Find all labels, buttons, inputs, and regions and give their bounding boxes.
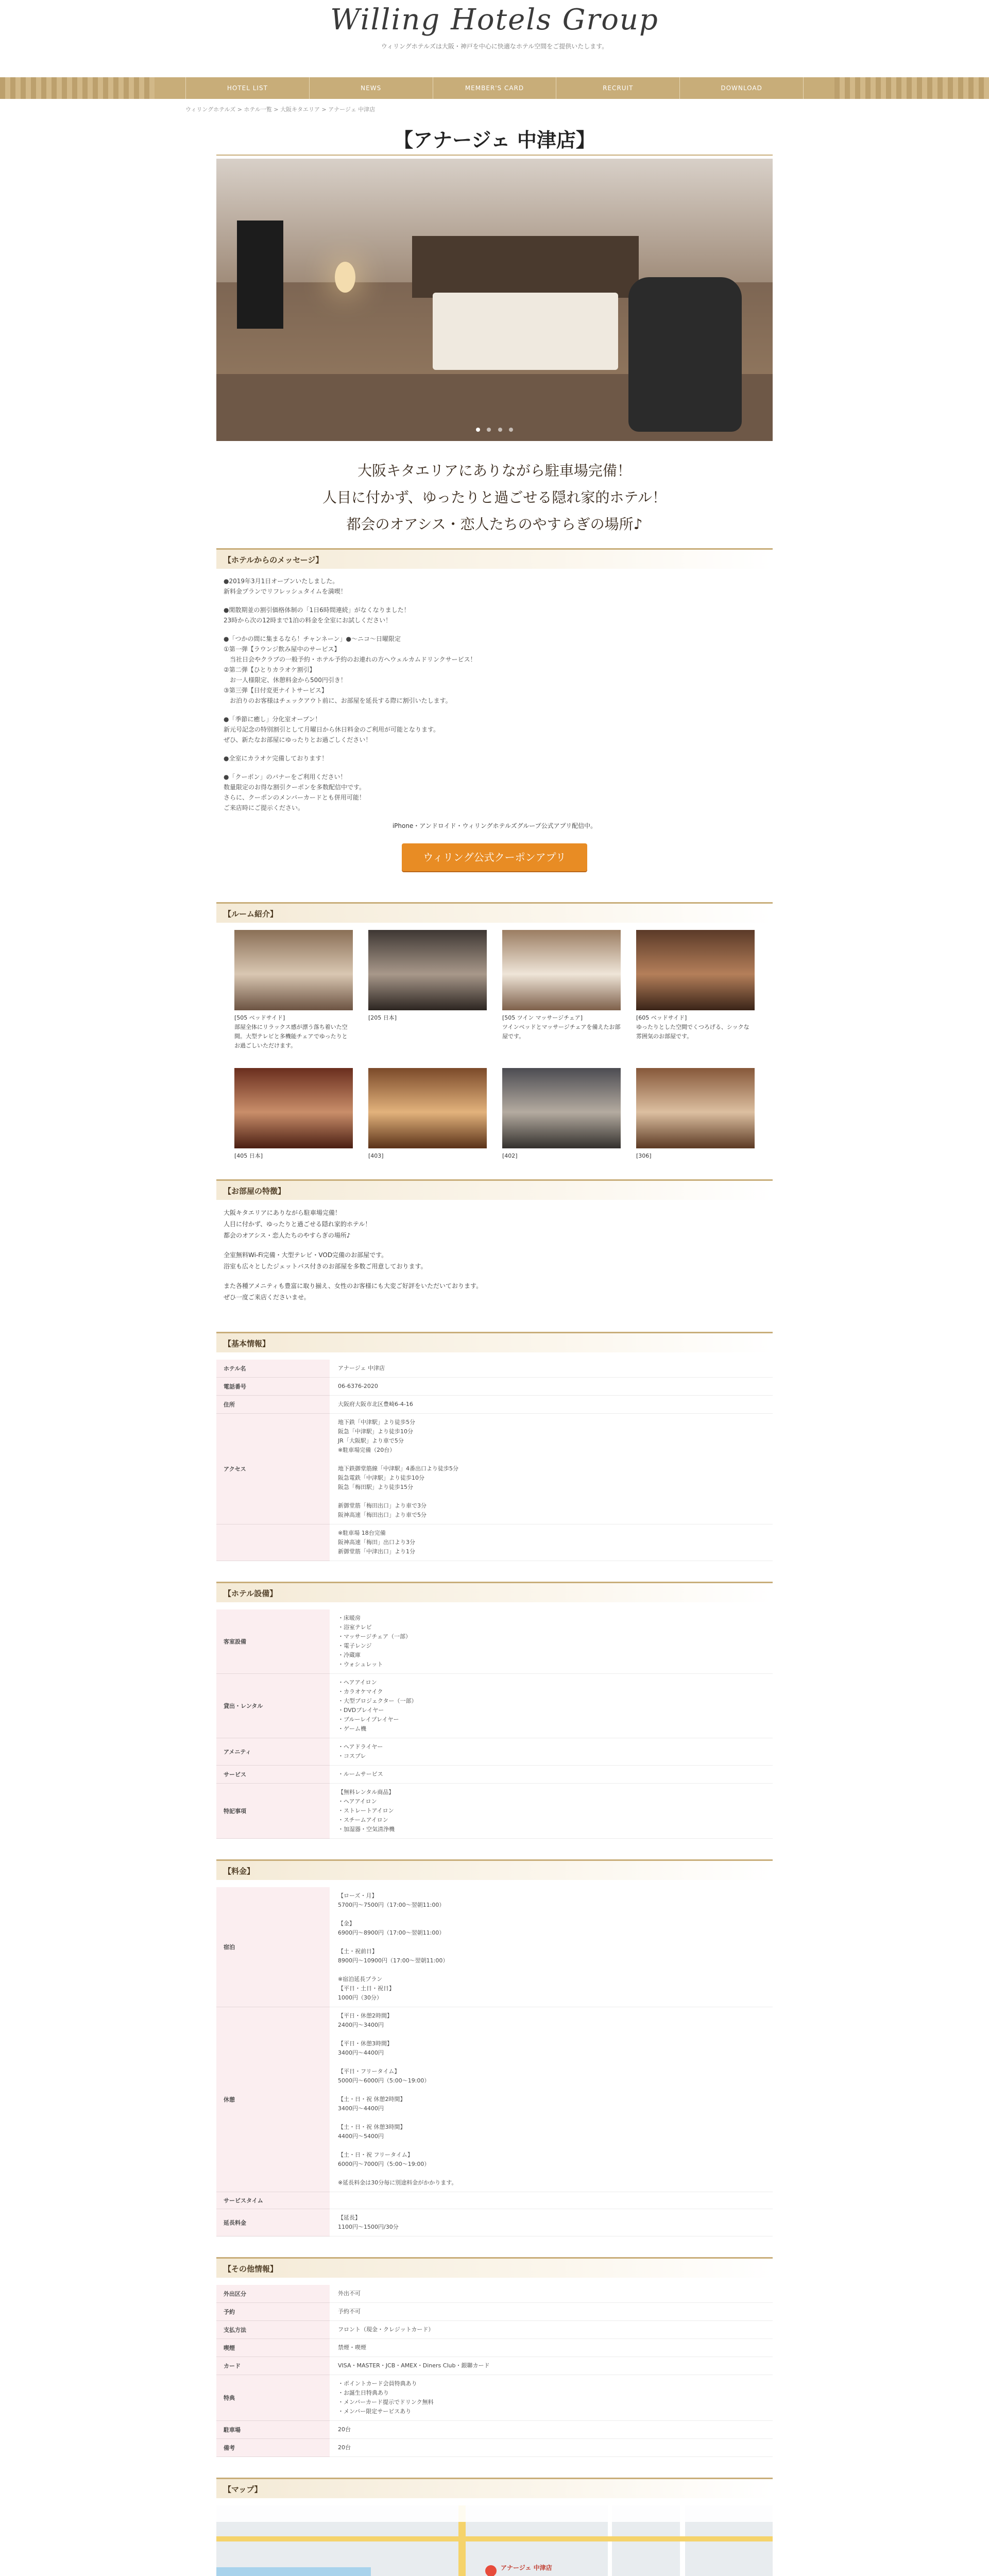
table-row [216, 1674, 773, 1738]
room-name: [505 ベッドサイド] [234, 1014, 285, 1021]
nav-list [185, 77, 804, 99]
table-row [216, 1524, 773, 1561]
row-value: フロント（現金・クレジットカード） [330, 2321, 773, 2339]
table-row [216, 1396, 773, 1414]
room-photo[interactable] [502, 930, 621, 1010]
hero-bed [433, 293, 618, 370]
row-value: 【無料レンタル商品】 ・ヘアアイロン ・ストレートアイロン ・スチームアイロン ・加湿器・空気清浄機 [330, 1784, 773, 1839]
table-row [216, 2375, 773, 2421]
table-row [216, 2339, 773, 2357]
row-label: アメニティ [216, 1738, 330, 1766]
ornament-left [0, 77, 155, 99]
table-row [216, 1414, 773, 1524]
coupon-wrap [216, 843, 773, 871]
row-label: 住所 [216, 1396, 330, 1414]
room-desc: ツインベッドとマッサージチェアを備えたお部屋です。 [502, 1024, 621, 1040]
row-value: ・ポイントカード会員特典あり ・お誕生日特典あり ・メンバーカード提示でドリンク無料 ・メンバー限定サービスあり [330, 2375, 773, 2421]
room-name: [402] [502, 1153, 518, 1159]
room-photo[interactable] [368, 1068, 487, 1148]
table-row [216, 2192, 773, 2209]
page-title: 【アナージェ 中津店】 [394, 129, 595, 151]
section-heading-features: 【お部屋の特徴】 [216, 1179, 773, 1200]
room-card[interactable] [368, 930, 487, 1050]
row-label: サービスタイム [216, 2192, 330, 2209]
room-photo[interactable] [502, 1068, 621, 1148]
nav-download[interactable]: DOWNLOAD [680, 77, 804, 99]
table-row [216, 2209, 773, 2236]
room-card[interactable] [502, 930, 621, 1050]
row-value: VISA・MASTER・JCB・AMEX・Diners Club・銀聯カード [330, 2357, 773, 2375]
row-label: 喫煙 [216, 2339, 330, 2357]
main-content [216, 126, 773, 2576]
features-paragraph: 全室無料Wi-Fi完備・大型テレビ・VOD完備のお部屋です。 浴室も広々としたジェットバス付きのお部屋を多数ご用意しております。 [224, 1251, 427, 1270]
row-value: ※駐車場 18台完備 阪神高速「梅田」出口より3分 新御堂筋「中津出口」より1分 [330, 1524, 773, 1561]
map-river [216, 2567, 371, 2576]
lead-copy [216, 457, 773, 538]
row-value: 【平日・休憩2時間】 2400円〜3400円 【平日・休憩3時間】 3400円〜4400円 【平日・フリータイム】 5000円〜6000円（5:00〜19:00） 【土・日・祝 休憩2時間】 3400円〜4400円 【土・日・祝 休憩3時間】 4400円〜5400円 【土・日・祝 フリータイム】 6000円〜7000円（5:00〜19:00） ※延長料金は30分毎に別途料金がかかります。 [330, 2007, 773, 2192]
row-label: 宿泊 [216, 1887, 330, 2007]
row-value: 20台 [330, 2421, 773, 2439]
row-label: 休憩 [216, 2007, 330, 2192]
room-desc: ゆったりとした空間でくつろげる、シックな雰囲気のお部屋です。 [636, 1024, 749, 1040]
room-features [216, 1207, 773, 1303]
row-label: 延長料金 [216, 2209, 330, 2236]
table-row [216, 2303, 773, 2321]
table-row [216, 2439, 773, 2457]
row-value: 禁煙・喫煙 [330, 2339, 773, 2357]
global-nav [0, 77, 989, 99]
slideshow-dots [216, 424, 773, 434]
room-name: [405 日本] [234, 1153, 263, 1159]
row-label: 特記事項 [216, 1784, 330, 1839]
table-row [216, 2007, 773, 2192]
row-value: ・床暖房 ・浴室テレビ ・マッサージチェア（一部） ・電子レンジ ・冷蔵庫 ・ウォシュレット [330, 1609, 773, 1674]
slide-dot[interactable] [498, 428, 502, 432]
row-value: ・ルームサービス [330, 1766, 773, 1784]
title-divider [216, 155, 773, 156]
hero-massage-chair [628, 277, 742, 432]
other-info-table [216, 2285, 773, 2457]
room-name: [205 日本] [368, 1014, 397, 1021]
table-row [216, 1360, 773, 1378]
room-photo[interactable] [234, 930, 353, 1010]
basic-info-table [216, 1360, 773, 1561]
room-gallery [216, 930, 773, 1161]
room-photo[interactable] [234, 1068, 353, 1148]
map-highway [216, 2536, 773, 2541]
row-label: 支払方法 [216, 2321, 330, 2339]
row-value [330, 2192, 773, 2209]
row-value: 20台 [330, 2439, 773, 2457]
slide-dot[interactable] [509, 428, 513, 432]
room-name: [403] [368, 1153, 384, 1159]
message-paragraph: ●「季節に癒し」分化室オープン！ 新元号記念の特別割引として月曜日から休日料金のご利用が可能となります。 ぜひ、新たなお部屋にゆったりとお過ごしください！ [224, 716, 440, 743]
row-label: 電話番号 [216, 1378, 330, 1396]
section-heading-other: 【その他情報】 [216, 2257, 773, 2278]
map-pin-label: アナージェ 中津店 [501, 2564, 552, 2571]
section-heading-prices: 【料金】 [216, 1859, 773, 1880]
table-row [216, 1738, 773, 1766]
hotel-message [216, 576, 773, 813]
message-paragraph: ●「つかの間に集まるなら！チャンネーン」●〜ニコ〜日曜限定 ①第一弾【ラウンジ飲み屋中のサービス】 当社日会やクラブの一般予約・ホテル予約のお連れの方へウェルカムドリンクサービス！ ②第二弾【ひとりカラオケ割引】 お一人様限定、休憩料金から500円引き！ ③第三弾【日付変更ナイトサービス】 お泊りのお客様はチェックアウト前に、お部屋を延長する際に割引いたします。 [224, 635, 476, 704]
phone-number[interactable]: 06-6376-2020 [330, 1378, 773, 1396]
row-label: 予約 [216, 2303, 330, 2321]
lead-line: 都会のオアシス・恋人たちのやすらぎの場所♪ [346, 516, 643, 533]
row-value: 外出不可 [330, 2285, 773, 2303]
message-paragraph: ●2019年3月1日オープンいたしました。 新料金プランでリフレッシュタイムを満喫！ [224, 578, 347, 595]
row-value: ・ヘアドライヤー ・コスプレ [330, 1738, 773, 1766]
table-row [216, 1766, 773, 1784]
message-paragraph: ●閑散期並の割引価格体制の「1日6時間連続」がなくなりました！ 23時から次の12時まで1泊の料金を全室にお試しください！ [224, 606, 410, 624]
room-name: [306] [636, 1153, 652, 1159]
features-paragraph: 大阪キタエリアにありながら駐車場完備！ 人目に付かず、ゆったりと過ごせる隠れ家的ホテル！ 都会のオアシス・恋人たちのやすらぎの場所♪ [224, 1209, 371, 1239]
table-row [216, 2421, 773, 2439]
row-label: 備考 [216, 2439, 330, 2457]
ornament-right [834, 77, 989, 99]
section-heading-message: 【ホテルからのメッセージ】 [216, 548, 773, 569]
nav-hotel-list[interactable]: HOTEL LIST [186, 77, 310, 99]
row-value: 地下鉄「中津駅」より徒歩5分 阪急「中津駅」より徒歩10分 JR「大阪駅」より車で5分 ※駐車場完備（20台） 地下鉄御堂筋線「中津駅」4番出口より徒歩5分 阪急電鉄「中津駅」より徒歩10分 阪急「梅田駅」より徒歩15分 新御堂筋「梅田出口」より車で3分 阪神高速「梅田出口」より車で5分 [330, 1414, 773, 1524]
row-value: 予約不可 [330, 2303, 773, 2321]
room-card[interactable] [234, 930, 353, 1050]
embedded-map[interactable] [216, 2505, 773, 2576]
row-value: 大阪府大阪市北区豊崎6-4-16 [330, 1396, 773, 1414]
hero-tv [237, 221, 283, 329]
row-value: 【延長】 1100円〜1500円/30分 [330, 2209, 773, 2236]
room-card[interactable] [502, 1068, 621, 1161]
app-note: iPhone・アンドロイド・ウィリングホテルズグループ公式アプリ配信中。 [392, 822, 597, 829]
breadcrumb[interactable]: ウィリングホテルズ > ホテル一覧 > 大阪キタエリア > アナージェ 中津店 [185, 106, 376, 113]
room-name: [605 ベッドサイド] [636, 1014, 687, 1021]
room-card[interactable] [636, 930, 755, 1050]
site-tagline: ウィリングホテルズは大阪・神戸を中心に快適なホテル空間をご提供いたします。 [381, 43, 608, 50]
row-label [216, 1524, 330, 1561]
table-row [216, 1609, 773, 1674]
site-header [0, 0, 989, 77]
hero-lamp [335, 262, 355, 293]
table-row [216, 1887, 773, 2007]
hero-slideshow[interactable] [216, 159, 773, 441]
table-row [216, 1378, 773, 1396]
coupon-app-button[interactable]: ウィリング公式クーポンアプリ [402, 843, 587, 871]
row-label: ホテル名 [216, 1360, 330, 1378]
message-paragraph: ●「クーポン」のバナーをご利用ください！ 数量限定のお得な割引クーポンを多数配信中です。 さらに、クーポンのメンバーカードとも併用可能！ ご来店時にご提示ください。 [224, 773, 366, 811]
row-label: 特典 [216, 2375, 330, 2421]
room-photo[interactable] [636, 930, 755, 1010]
table-row [216, 2357, 773, 2375]
lead-line: 大阪キタエリアにありながら駐車場完備！ [357, 462, 632, 479]
row-label: 外出区分 [216, 2285, 330, 2303]
slide-dot[interactable] [476, 428, 480, 432]
hero-headboard [412, 236, 639, 298]
room-card[interactable] [636, 1068, 755, 1161]
room-name: [505 ツイン マッサージチェア] [502, 1014, 583, 1021]
room-photo[interactable] [636, 1068, 755, 1148]
map-pin-icon[interactable] [483, 2563, 499, 2576]
room-card[interactable] [368, 1068, 487, 1161]
room-photo[interactable] [368, 930, 487, 1010]
price-table [216, 1887, 773, 2236]
room-card[interactable] [234, 1068, 353, 1161]
row-label: 貸出・レンタル [216, 1674, 330, 1738]
table-row [216, 1784, 773, 1839]
row-value: ・ヘアアイロン ・カラオケマイク ・大型プロジェクター（一部） ・DVDプレイヤー ・ブルーレイプレイヤー ・ゲーム機 [330, 1674, 773, 1738]
section-heading-rooms: 【ルーム紹介】 [216, 902, 773, 923]
section-heading-facilities: 【ホテル設備】 [216, 1582, 773, 1602]
row-label: 客室設備 [216, 1609, 330, 1674]
features-paragraph: また各種アメニティも豊富に取り揃え、女性のお客様にも大変ご好評をいただいております。 ぜひ一度ご来店くださいませ。 [224, 1282, 483, 1301]
lead-line: 人目に付かず、ゆったりと過ごせる隠れ家的ホテル！ [322, 489, 667, 506]
slide-dot[interactable] [487, 428, 491, 432]
row-value: 【ローズ・月】 5700円〜7500円（17:00〜翌朝11:00） 【金】 6900円〜8900円（17:00〜翌朝11:00） 【土・祝前日】 8900円〜10900円（17:00〜翌朝11:00） ※宿泊延長プラン 【平日・土日・祝日】 1000円（30分） [330, 1887, 773, 2007]
nav-members-card[interactable]: MEMBER'S CARD [433, 77, 557, 99]
map-toolbar [216, 2505, 773, 2522]
row-label: サービス [216, 1766, 330, 1784]
room-desc: 部屋全体にリラックス感が漂う落ち着いた空間。大型テレビと多機能チェアでゆったりとお過ごしいただけます。 [234, 1024, 348, 1049]
nav-recruit[interactable]: RECRUIT [556, 77, 680, 99]
row-label: 駐車場 [216, 2421, 330, 2439]
row-value: アナージェ 中津店 [330, 1360, 773, 1378]
site-logo[interactable]: Willing Hotels Group [330, 3, 659, 37]
section-heading-basic: 【基本情報】 [216, 1332, 773, 1352]
nav-news[interactable]: NEWS [310, 77, 433, 99]
row-label: アクセス [216, 1414, 330, 1524]
facilities-table [216, 1609, 773, 1839]
table-row [216, 2285, 773, 2303]
section-heading-map: 【マップ】 [216, 2478, 773, 2498]
row-label: カード [216, 2357, 330, 2375]
message-paragraph: ●全室にカラオケ完備しております！ [224, 755, 328, 762]
table-row [216, 2321, 773, 2339]
